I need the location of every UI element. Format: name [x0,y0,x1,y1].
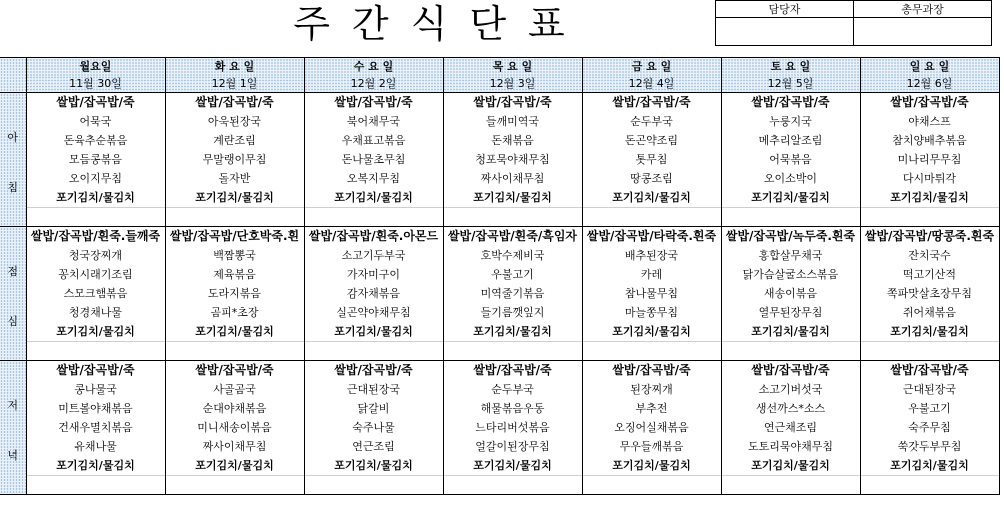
approval-sign-manager[interactable] [716,18,854,46]
menu-item: 포기김치/물김치 [860,322,999,342]
menu-item: 포기김치/물김치 [304,456,443,476]
menu-item: 포기김치/물김치 [165,322,304,342]
menu-item: 짜사이채무침 [443,169,582,188]
meal-label [0,93,26,227]
menu-item: 곰피*초장 [165,303,304,322]
day-name: 수 요 일 [304,58,443,77]
menu-item: 사골곰국 [165,380,304,399]
menu-item: 홍합살무채국 [721,246,860,265]
menu-item: 근대된장국 [304,380,443,399]
menu-row [0,380,999,399]
empty-cell [860,476,999,495]
menu-item: 도라지볶음 [165,284,304,303]
menu-item: 미나리무무침 [860,150,999,169]
menu-item: 쌀밥/잡곡밥/죽 [26,93,165,113]
menu-item: 숙주나물 [304,418,443,437]
menu-item: 쌀밥/잡곡밥/죽 [443,361,582,381]
approval-box [715,0,992,46]
menu-item: 포기김치/물김치 [721,322,860,342]
menu-item: 쌀밥/잡곡밥/녹두죽.흰죽 [721,227,860,247]
menu-item: 도토리묵야채무침 [721,437,860,456]
menu-item: 우채표고볶음 [304,131,443,150]
menu-item: 야채스프 [860,112,999,131]
menu-item: 우불고기 [860,399,999,418]
menu-item: 연근채조림 [721,418,860,437]
menu-row [0,437,999,456]
menu-item: 쌀밥/잡곡밥/흰죽.아몬드 [304,227,443,247]
menu-item: 계란조림 [165,131,304,150]
empty-cell [582,476,721,495]
menu-row [0,93,999,113]
menu-item: 땅콩조림 [582,169,721,188]
menu-item: 쌀밥/잡곡밥/흰죽.들깨죽 [26,227,165,247]
menu-item: 콩나물국 [26,380,165,399]
menu-item: 청포묵야채무침 [443,150,582,169]
empty-cell [165,208,304,227]
menu-item: 돈육추순볶음 [26,131,165,150]
menu-item: 짜사이채무침 [165,437,304,456]
empty-cell [860,342,999,361]
menu-item: 청경채나물 [26,303,165,322]
menu-row [0,456,999,476]
menu-item: 들깨미역국 [443,112,582,131]
menu-item: 마늘쫑무침 [582,303,721,322]
menu-item: 실곤약야채무침 [304,303,443,322]
menu-item: 쌀밥/잡곡밥/죽 [443,93,582,113]
day-name: 월요일 [26,58,165,77]
empty-cell [304,342,443,361]
menu-item: 포기김치/물김치 [582,456,721,476]
menu-item: 청국장찌개 [26,246,165,265]
day-date: 12월 2일 [304,76,443,93]
page-title: 주간식단표 [293,2,587,46]
menu-item: 부추전 [582,399,721,418]
day-date: 12월 3일 [443,76,582,93]
meal-label-char: 아 [7,130,19,144]
menu-item: 백짬뽕국 [165,246,304,265]
menu-item: 무우들깨볶음 [582,437,721,456]
menu-item: 소고기두부국 [304,246,443,265]
menu-item: 꽁치시래기조림 [26,265,165,284]
menu-item: 어묵볶음 [721,150,860,169]
menu-item: 숙주무침 [860,418,999,437]
menu-item: 포기김치/물김치 [443,322,582,342]
menu-item: 가자미구이 [304,265,443,284]
approval-label-chief: 총무과장 [854,1,992,18]
menu-item: 쌀밥/잡곡밥/죽 [721,93,860,113]
meal-label-char: 침 [7,180,19,194]
menu-item: 순두부국 [582,112,721,131]
menu-item: 쌀밥/잡곡밥/죽 [26,361,165,381]
meal-label-char: 점 [7,264,19,278]
menu-item: 쪽파맛살초장무침 [860,284,999,303]
empty-cell [304,476,443,495]
approval-label-manager: 담당자 [716,1,854,18]
day-date: 12월 6일 [860,76,999,93]
menu-item: 쌀밥/잡곡밥/땅콩죽.흰죽 [860,227,999,247]
menu-item: 된장찌개 [582,380,721,399]
menu-item: 포기김치/물김치 [860,456,999,476]
menu-item: 다시마튀각 [860,169,999,188]
menu-item: 잔치국수 [860,246,999,265]
day-name: 화 요 일 [165,58,304,77]
meal-label-char: 저 [7,398,19,412]
menu-item: 쌀밥/잡곡밥/죽 [582,361,721,381]
menu-item: 건새우멸치볶음 [26,418,165,437]
menu-item: 참나물무침 [582,284,721,303]
day-name: 토 요 일 [721,58,860,77]
day-date: 12월 5일 [721,76,860,93]
menu-item: 쌀밥/잡곡밥/단호박죽.흰 [165,227,304,247]
menu-item: 카레 [582,265,721,284]
menu-item: 포기김치/물김치 [304,188,443,208]
menu-item: 호박수제비국 [443,246,582,265]
menu-item: 쌀밥/잡곡밥/죽 [304,93,443,113]
menu-row [0,227,999,247]
menu-item: 포기김치/물김치 [860,188,999,208]
spacer-row [0,208,999,227]
empty-cell [26,476,165,495]
menu-item: 순두부국 [443,380,582,399]
empty-cell [304,208,443,227]
menu-item: 어묵국 [26,112,165,131]
menu-item: 순대야채볶음 [165,399,304,418]
menu-item: 포기김치/물김치 [165,188,304,208]
menu-item: 쑥갓두부무침 [860,437,999,456]
menu-item: 아욱된장국 [165,112,304,131]
menu-item: 톳무침 [582,150,721,169]
empty-cell [26,208,165,227]
menu-item: 열무된장무침 [721,303,860,322]
menu-item: 감자채볶음 [304,284,443,303]
menu-item: 돌자반 [165,169,304,188]
menu-row [0,322,999,342]
menu-item: 포기김치/물김치 [26,456,165,476]
empty-cell [443,342,582,361]
menu-item: 들기름깻잎지 [443,303,582,322]
meal-label [0,361,26,495]
menu-row [0,303,999,322]
menu-item: 포기김치/물김치 [26,322,165,342]
menu-item: 연근조림 [304,437,443,456]
menu-row [0,399,999,418]
empty-cell [26,342,165,361]
menu-item: 쌀밥/잡곡밥/죽 [165,93,304,113]
day-name: 금 요 일 [582,58,721,77]
spacer-row [0,342,999,361]
menu-row [0,169,999,188]
menu-row [0,131,999,150]
day-date: 12월 4일 [582,76,721,93]
menu-item: 배추된장국 [582,246,721,265]
empty-cell [582,342,721,361]
empty-cell [721,208,860,227]
menu-item: 포기김치/물김치 [582,322,721,342]
menu-item: 스모크햄볶음 [26,284,165,303]
menu-item: 모듬콩볶음 [26,150,165,169]
menu-item: 포기김치/물김치 [165,456,304,476]
menu-item: 오이소박이 [721,169,860,188]
menu-item: 닭갈비 [304,399,443,418]
menu-item: 닭가슴살굴소스볶음 [721,265,860,284]
menu-row [0,112,999,131]
header-corner [0,58,26,93]
menu-item: 쌀밥/잡곡밥/죽 [860,93,999,113]
menu-item: 돈나물초무침 [304,150,443,169]
menu-item: 오복지무침 [304,169,443,188]
menu-row [0,265,999,284]
menu-item: 생선까스*소스 [721,399,860,418]
menu-item: 포기김치/물김치 [721,456,860,476]
menu-item: 쌀밥/잡곡밥/죽 [582,93,721,113]
menu-item: 포기김치/물김치 [721,188,860,208]
menu-item: 제육볶음 [165,265,304,284]
menu-item: 해물볶음우동 [443,399,582,418]
menu-item: 포기김치/물김치 [304,322,443,342]
menu-item: 미역줄기볶음 [443,284,582,303]
menu-item: 미니새송이볶음 [165,418,304,437]
empty-cell [721,476,860,495]
menu-item: 참치양배추볶음 [860,131,999,150]
menu-item: 쥐어채볶음 [860,303,999,322]
empty-cell [165,476,304,495]
menu-item: 미트볼야채볶음 [26,399,165,418]
menu-item: 포기김치/물김치 [582,188,721,208]
menu-item: 오이지무침 [26,169,165,188]
menu-item: 우불고기 [443,265,582,284]
menu-item: 얼갈이된장무침 [443,437,582,456]
menu-table [0,57,1000,495]
menu-item: 쌀밥/잡곡밥/죽 [860,361,999,381]
meal-label-char: 녁 [7,448,19,462]
menu-row [0,188,999,208]
day-name: 일 요 일 [860,58,999,77]
empty-cell [860,208,999,227]
menu-item: 돈채볶음 [443,131,582,150]
menu-item: 떡고기산적 [860,265,999,284]
menu-row [0,361,999,381]
menu-item: 느타리버섯볶음 [443,418,582,437]
empty-cell [721,342,860,361]
day-date: 12월 1일 [165,76,304,93]
menu-item: 포기김치/물김치 [443,188,582,208]
menu-item: 쌀밥/잡곡밥/죽 [165,361,304,381]
approval-sign-chief[interactable] [854,18,992,46]
menu-item: 쌀밥/잡곡밥/죽 [721,361,860,381]
menu-item: 메추리알조림 [721,131,860,150]
menu-item: 유채나물 [26,437,165,456]
empty-cell [443,208,582,227]
menu-item: 근대된장국 [860,380,999,399]
menu-item: 누룽지국 [721,112,860,131]
menu-row [0,284,999,303]
menu-item: 새송이볶음 [721,284,860,303]
menu-item: 돈곤약조림 [582,131,721,150]
day-date: 11월 30일 [26,76,165,93]
meal-label-char: 심 [7,314,19,328]
menu-item: 쌀밥/잡곡밥/타락죽.흰죽 [582,227,721,247]
menu-row [0,150,999,169]
menu-row [0,418,999,437]
spacer-row [0,476,999,495]
empty-cell [582,208,721,227]
menu-item: 포기김치/물김치 [443,456,582,476]
empty-cell [443,476,582,495]
menu-item: 쌀밥/잡곡밥/죽 [304,361,443,381]
menu-item: 소고기버섯국 [721,380,860,399]
meal-label [0,227,26,361]
menu-row [0,246,999,265]
day-name: 목 요 일 [443,58,582,77]
menu-item: 쌀밥/잡곡밥/흰죽/흑임자 [443,227,582,247]
menu-item: 포기김치/물김치 [26,188,165,208]
menu-item: 북어채무국 [304,112,443,131]
menu-item: 무말랭이무침 [165,150,304,169]
menu-item: 오징어실채볶음 [582,418,721,437]
empty-cell [165,342,304,361]
